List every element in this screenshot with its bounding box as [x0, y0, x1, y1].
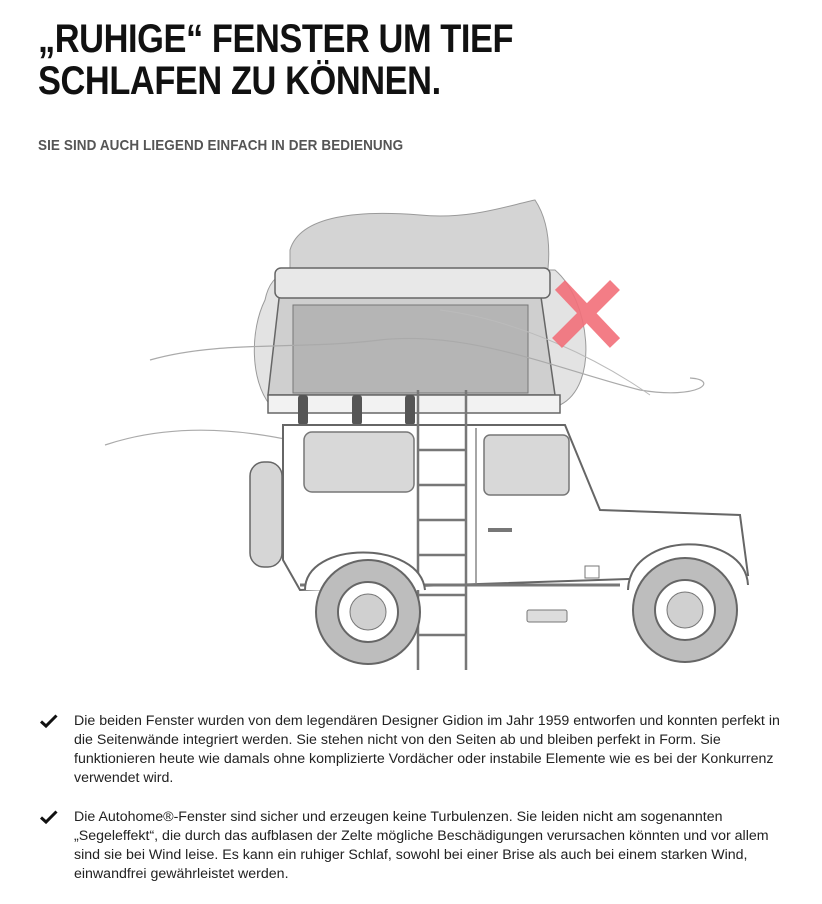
list-item-text: Die Autohome®-Fenster sind sicher und erzeugen keine Turbulenzen. Sie leiden nicht am sogenannten „Segeleffekt“, die durch das aufblasen der Zelte mögliche Beschädigungen verursachen könnten und vor allem sind sie bei Wind leise. Es kann ein ruhiger Schlaf, sowohl bei einer Brise als auch bei einem starken Wind, einwandfrei gewährleistet werden. — [74, 809, 769, 882]
tent-top-frame — [275, 268, 550, 298]
page-subtitle: SIE SIND AUCH LIEGEND EINFACH IN DER BEDIENUNG — [38, 137, 404, 154]
rear-wheel — [305, 553, 425, 665]
front-wheel — [628, 544, 748, 662]
feature-list — [40, 712, 780, 904]
spare-wheel — [250, 462, 282, 567]
list-item-text: Die beiden Fenster wurden von dem legendären Designer Gidion im Jahr 1959 entworfen und konnten perfekt in die Seitenwände integriert werden. Sie stehen nicht von den Seiten ab und bleiben perfekt in Form. Sie funktionieren heute wie damals ohne komplizierte Vordächer oder instabile Elemente wie es bei der Konkurrenz verwendet wird. — [74, 713, 780, 786]
vehicle-roof-tent-illustration — [90, 190, 780, 680]
page-title: „RUHIGE“ FENSTER UM TIEF SCHLAFEN ZU KÖNNEN. — [38, 17, 514, 103]
list-item — [40, 808, 780, 884]
list-item — [40, 712, 780, 788]
checkmark-icon — [40, 713, 58, 729]
checkmark-icon — [40, 809, 58, 825]
